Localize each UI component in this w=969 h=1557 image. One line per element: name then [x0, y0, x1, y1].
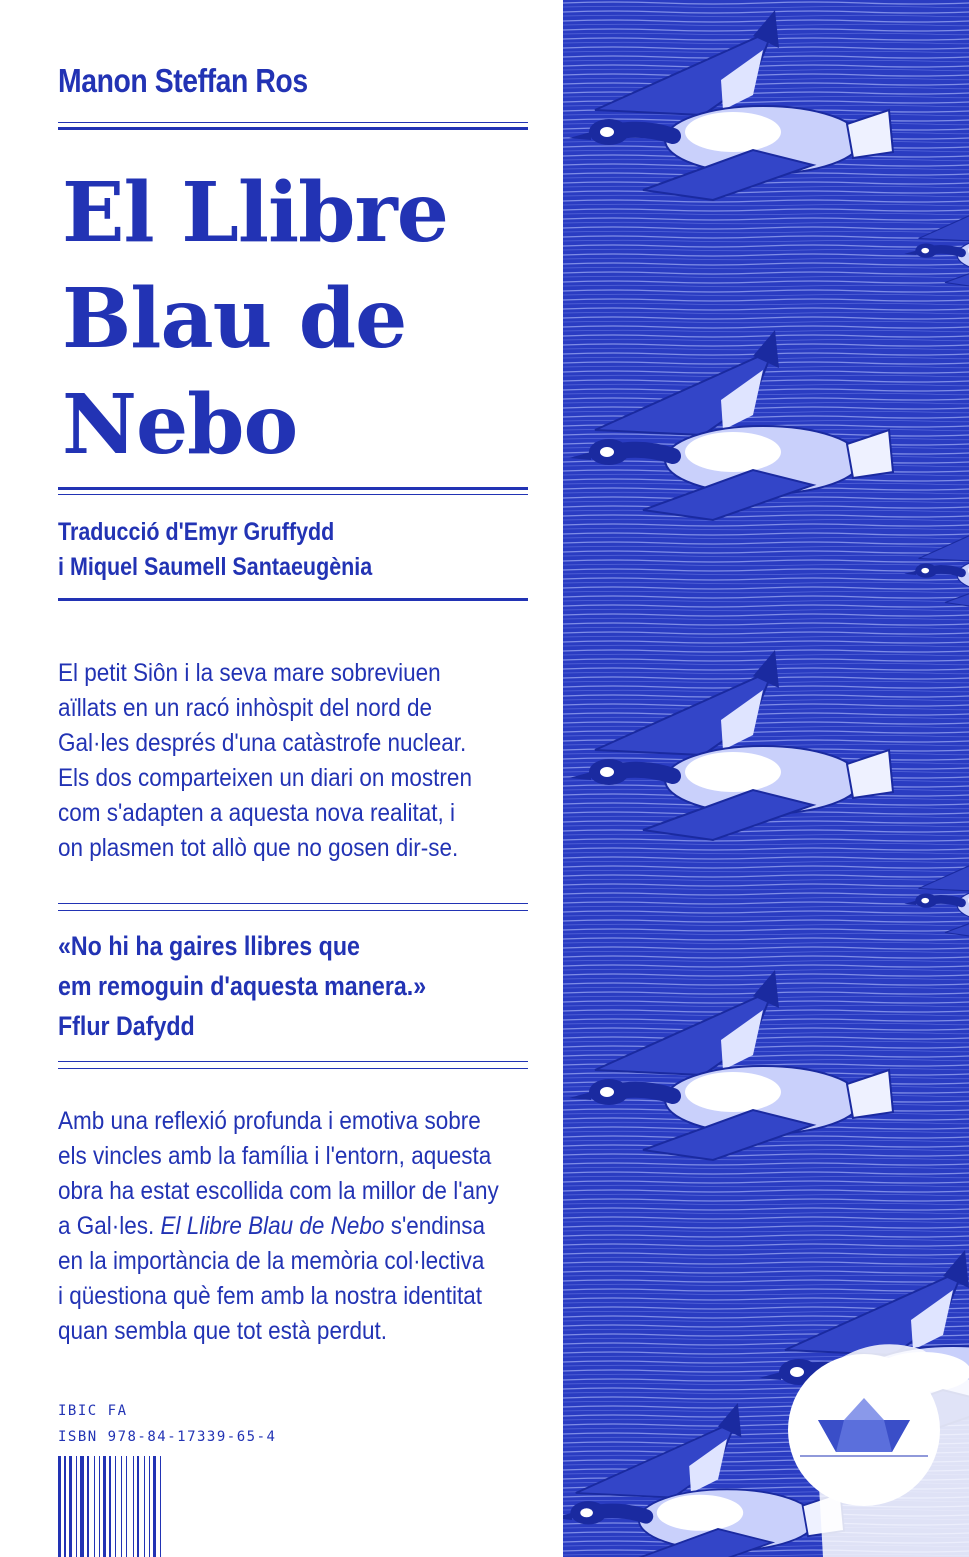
description-line: quan sembla que tot està perdut.: [58, 1317, 387, 1345]
divider-rule: [58, 127, 528, 130]
press-quote: [58, 926, 426, 1046]
description-line: obra ha estat escollida com la millor de l'any: [58, 1177, 499, 1205]
book-title: [62, 160, 448, 478]
description-line: [58, 1209, 499, 1244]
quote-attribution: Fflur Dafydd: [58, 1011, 195, 1041]
ibic-code: IBIC FA: [58, 1403, 128, 1419]
barcode-bar: [137, 1456, 139, 1557]
credit-line: Traducció d'Emyr Gruffydd: [58, 518, 335, 546]
barcode-bar: [64, 1456, 66, 1557]
barcode-bar: [99, 1456, 100, 1557]
quote-line: «No hi ha gaires llibres que: [58, 931, 360, 961]
description-line: en la importància de la memòria col·lectiva: [58, 1247, 485, 1275]
synopsis-line: aïllats en un racó inhòspit del nord de: [58, 694, 433, 722]
barcode-bar: [76, 1456, 77, 1557]
barcode-bar: [144, 1456, 145, 1557]
paper-boat-icon: [788, 1354, 940, 1506]
barcode-bar: [94, 1456, 95, 1557]
divider-rule: [58, 910, 528, 911]
classification-codes: [58, 1398, 276, 1450]
divider-rule: [58, 494, 528, 495]
publisher-logo: [788, 1354, 940, 1506]
barcode-bar: [103, 1456, 106, 1557]
translator-credits: [58, 515, 372, 585]
barcode-bar: [87, 1456, 89, 1557]
barcode-bar: [58, 1456, 61, 1557]
synopsis-paragraph: [58, 656, 472, 866]
author-name: Manon Steffan Ros: [58, 62, 308, 99]
isbn-barcode: [58, 1456, 258, 1557]
divider-rule: [58, 1068, 528, 1069]
synopsis-line: Els dos comparteixen un diari on mostren: [58, 764, 472, 792]
title-line: Nebo: [62, 377, 298, 473]
description-line: els vincles amb la família i l'entorn, aquesta: [58, 1142, 492, 1170]
book-title-italic: El Llibre Blau de Nebo: [160, 1212, 385, 1240]
barcode-bar: [153, 1456, 156, 1557]
barcode-bar: [121, 1456, 122, 1557]
barcode-bar: [109, 1456, 111, 1557]
synopsis-line: com s'adapten a aquesta nova realitat, i: [58, 799, 456, 827]
divider-rule: [58, 122, 528, 123]
geese-illustration: [563, 0, 969, 1557]
isbn-code: ISBN 978-84-17339-65-4: [58, 1429, 277, 1445]
synopsis-line: Gal·les després d'una catàstrofe nuclear.: [58, 729, 467, 757]
description-line: i qüestiona què fem amb la nostra identitat: [58, 1282, 483, 1310]
synopsis-line: on plasmen tot allò que no gosen dir-se.: [58, 834, 459, 862]
synopsis-line: El petit Siôn i la seva mare sobreviuen: [58, 659, 441, 687]
barcode-bar: [133, 1456, 134, 1557]
quote-line: em remoguin d'aquesta manera.»: [58, 971, 427, 1001]
divider-rule: [58, 903, 528, 904]
barcode-bar: [126, 1456, 127, 1557]
barcode-bar: [160, 1456, 161, 1557]
description-text: a Gal·les.: [58, 1212, 161, 1240]
barcode-bar: [149, 1456, 150, 1557]
barcode-bar: [69, 1456, 72, 1557]
title-line: Blau de: [62, 271, 407, 367]
barcode-bar: [115, 1456, 116, 1557]
divider-rule: [58, 1061, 528, 1062]
description-line: Amb una reflexió profunda i emotiva sobre: [58, 1107, 481, 1135]
divider-rule: [58, 487, 528, 490]
barcode-bar: [80, 1456, 84, 1557]
title-line: El Llibre: [62, 165, 448, 261]
divider-rule: [58, 598, 528, 601]
description-paragraph: [58, 1104, 499, 1349]
credit-line: i Miquel Saumell Santaeugènia: [58, 553, 373, 581]
description-text: s'endinsa: [384, 1212, 486, 1240]
